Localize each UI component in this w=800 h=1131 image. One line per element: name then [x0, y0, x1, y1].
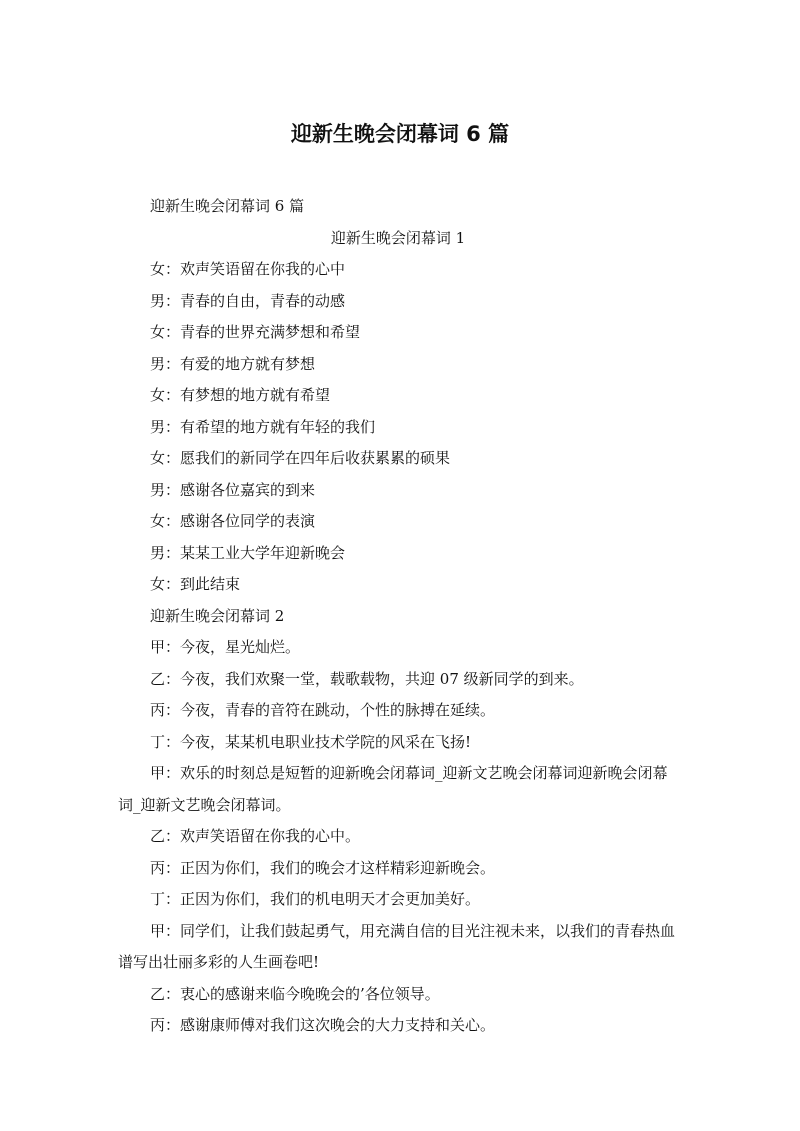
paragraph: 女：愿我们的新同学在四年后收获累累的硕果: [150, 449, 451, 467]
paragraph: 女：有梦想的地方就有希望: [150, 386, 331, 404]
paragraph: 迎新生晚会闭幕词 6 篇: [150, 197, 305, 215]
paragraph: 甲：今夜，星光灿烂。: [150, 638, 301, 656]
paragraph: 乙：衷心的感谢来临今晚晚会的’各位领导。: [150, 984, 440, 1003]
paragraph: 丙：今夜，青春的音符在跳动，个性的脉搏在延续。: [150, 701, 496, 719]
paragraph: 男：青春的自由，青春的动感: [150, 291, 346, 310]
paragraph: 女：欢声笑语留在你我的心中: [150, 260, 346, 278]
paragraph: 男：有希望的地方就有年轻的我们: [150, 417, 376, 436]
document-title: 迎新生晚会闭幕词 6 篇: [290, 122, 510, 146]
document-body: [118, 191, 678, 1042]
paragraph: 女：感谢各位同学的表演: [150, 512, 316, 530]
paragraph: 男：感谢各位嘉宾的到来: [150, 480, 316, 499]
paragraph: 甲：同学们，让我们鼓起勇气，用充满自信的目光注视未来，以我们的青春热血谱写出壮丽多彩的人生画卷吧!: [118, 921, 676, 971]
paragraph: 女：青春的世界充满梦想和希望: [150, 323, 361, 341]
paragraph: 丁：今夜，某某机电职业技术学院的风采在飞扬!: [150, 732, 472, 751]
paragraph: 乙：欢声笑语留在你我的心中。: [150, 827, 361, 845]
paragraph: 迎新生晚会闭幕词 1: [330, 228, 466, 247]
paragraph: 甲：欢乐的时刻总是短暂的迎新晚会闭幕词_迎新文艺晚会闭幕词迎新晚会闭幕词_迎新文艺晚会闭幕词。: [118, 764, 668, 814]
paragraph: 迎新生晚会闭幕词 2: [150, 606, 285, 625]
paragraph: 丁：正因为你们，我们的机电明天才会更加美好。: [150, 890, 481, 908]
paragraph: 男：有爱的地方就有梦想: [150, 354, 316, 373]
paragraph: 丙：正因为你们，我们的晚会才这样精彩迎新晚会。: [150, 858, 496, 877]
paragraph: 丙：感谢康师傅对我们这次晚会的大力支持和关心。: [150, 1016, 496, 1034]
paragraph: 男：某某工业大学年迎新晚会: [150, 543, 346, 562]
paragraph: 女：到此结束: [150, 575, 241, 593]
paragraph: 乙：今夜，我们欢聚一堂，载歌载物，共迎 07 级新同学的到来。: [150, 669, 584, 688]
